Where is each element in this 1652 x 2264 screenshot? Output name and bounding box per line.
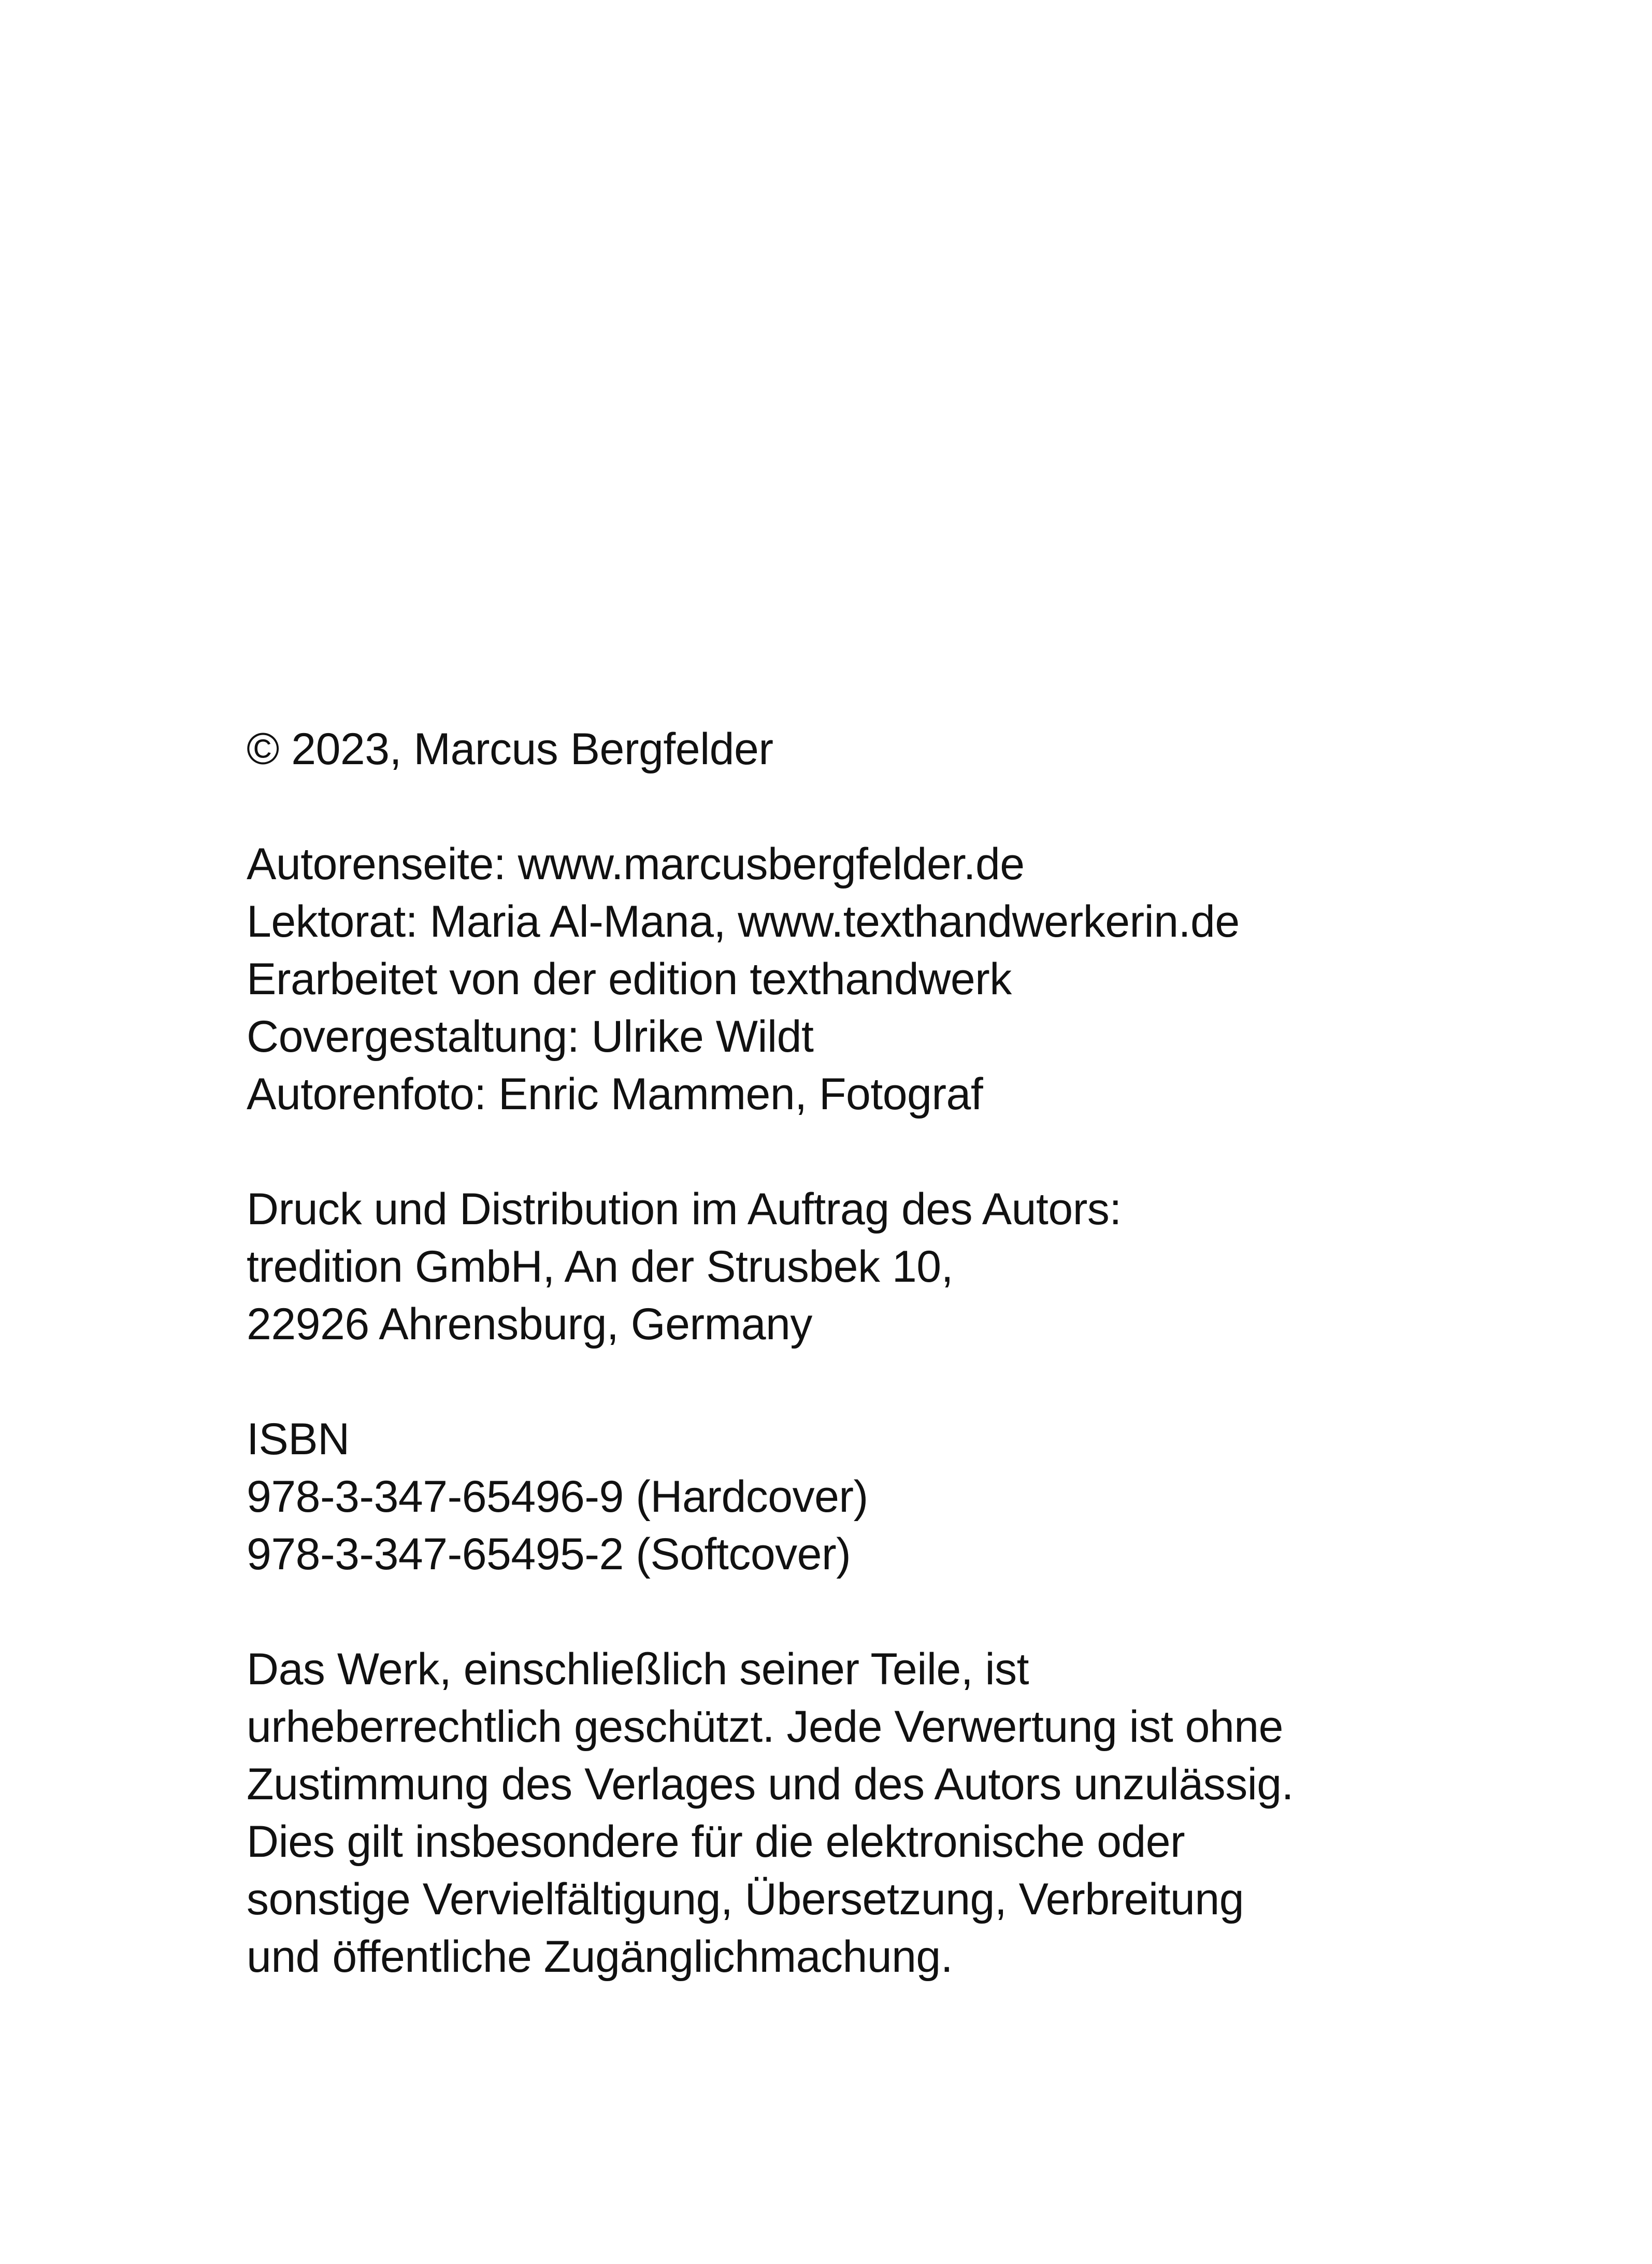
legal-notice-line: Dies gilt insbesondere für die elektronische oder: [247, 1817, 1185, 1867]
isbn-block: [247, 1411, 1490, 1583]
printing-city-line: 22926 Ahrensburg, Germany: [247, 1299, 812, 1349]
legal-notice-line: sonstige Vervielfältigung, Übersetzung, Verbreitung: [247, 1874, 1244, 1924]
credit-cover-design: Covergestaltung: Ulrike Wildt: [247, 1012, 814, 1062]
printing-line: Druck und Distribution im Auftrag des Autors:: [247, 1184, 1122, 1234]
credit-edition: Erarbeitet von der edition texthandwerk: [247, 954, 1012, 1004]
legal-notice-line: Das Werk, einschließlich seiner Teile, ist: [247, 1644, 1029, 1694]
legal-notice-line: urheberrechtlich geschützt. Jede Verwertung ist ohne: [247, 1702, 1283, 1752]
legal-notice-line: und öffentliche Zugänglichmachung.: [247, 1932, 953, 1982]
printing-block: [247, 1181, 1490, 1353]
legal-notice-line: Zustimmung des Verlages und des Autors unzulässig.: [247, 1759, 1294, 1809]
copyright-block: [247, 721, 1490, 778]
copyright-line: © 2023, Marcus Bergfelder: [247, 724, 773, 774]
credits-block: [247, 836, 1490, 1123]
printing-address-line: tredition GmbH, An der Strusbek 10,: [247, 1242, 953, 1292]
isbn-softcover: 978-3-347-65495-2 (Softcover): [247, 1529, 851, 1579]
isbn-heading: ISBN: [247, 1414, 350, 1464]
credit-author-website: Autorenseite: www.marcusbergfelder.de: [247, 839, 1025, 889]
credit-editing: Lektorat: Maria Al-Mana, www.texthandwerkerin.de: [247, 897, 1240, 947]
isbn-hardcover: 978-3-347-65496-9 (Hardcover): [247, 1472, 868, 1522]
imprint-text: [247, 721, 1490, 1986]
legal-notice-block: [247, 1641, 1490, 1986]
credit-author-photo: Autorenfoto: Enric Mammen, Fotograf: [247, 1069, 983, 1119]
